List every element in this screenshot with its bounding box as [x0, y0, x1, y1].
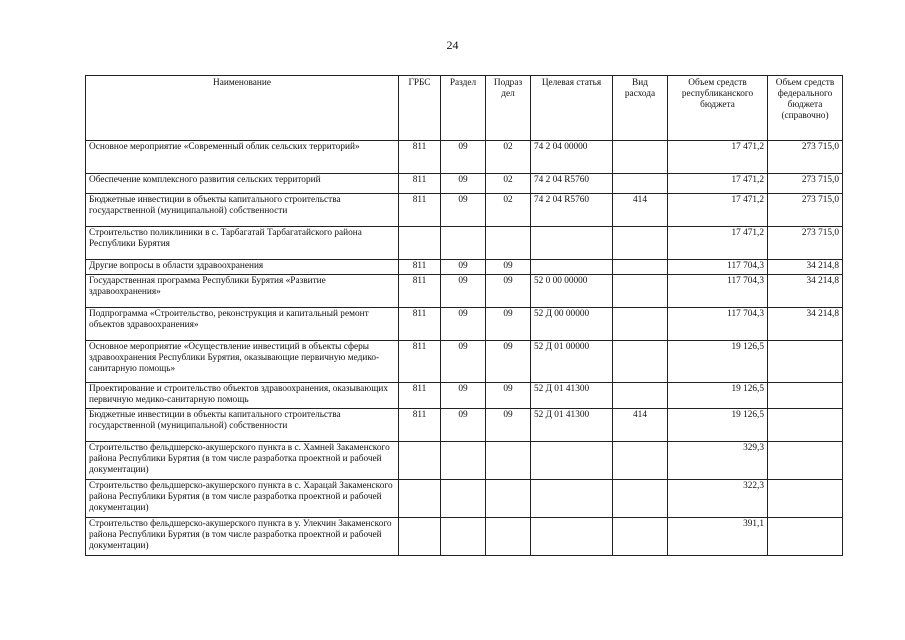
- cell-name: Строительство фельдшерско-акушерского пункта в с. Харацай Закаменского района Республики Бурятия (в том числе разработка проектной и рабочей документации): [86, 480, 399, 518]
- cell-grbs: 811: [399, 409, 441, 442]
- cell-expense-type: [613, 227, 668, 260]
- cell-section: 09: [441, 141, 486, 174]
- cell-grbs: [399, 227, 441, 260]
- cell-name: Строительство фельдшерско-акушерского пункта в с. Хамней Закаменского района Республики Бурятия (в том числе разработка проектной и рабочей документации): [86, 442, 399, 480]
- header-section: Раздел: [441, 76, 486, 141]
- table-row: [86, 308, 843, 341]
- cell-subsection: 02: [486, 141, 531, 174]
- cell-expense-type: [613, 260, 668, 275]
- table-row: [86, 275, 843, 308]
- cell-republic-budget: 117 704,3: [668, 275, 768, 308]
- cell-name: Проектирование и строительство объектов здравоохранения, оказывающих первичную медико-санитарную помощь: [86, 383, 399, 409]
- cell-expense-type: [613, 480, 668, 518]
- cell-section: 09: [441, 341, 486, 383]
- cell-expense-type: 414: [613, 194, 668, 227]
- cell-subsection: 09: [486, 275, 531, 308]
- cell-federal-budget: 273 715,0: [768, 141, 843, 174]
- header-republic-budget: Объем средств республиканского бюджета: [668, 76, 768, 141]
- table-row: [86, 383, 843, 409]
- table-row: [86, 442, 843, 480]
- cell-target: 52 Д 00 00000: [531, 308, 613, 341]
- cell-republic-budget: 19 126,5: [668, 409, 768, 442]
- cell-expense-type: [613, 518, 668, 556]
- cell-section: 09: [441, 194, 486, 227]
- table-row: [86, 341, 843, 383]
- cell-target: [531, 442, 613, 480]
- cell-name: Подпрограмма «Строительство, реконструкция и капитальный ремонт объектов здравоохранения»: [86, 308, 399, 341]
- cell-grbs: 811: [399, 383, 441, 409]
- cell-target: [531, 260, 613, 275]
- cell-target: 74 2 04 R5760: [531, 194, 613, 227]
- cell-subsection: 09: [486, 409, 531, 442]
- cell-grbs: [399, 442, 441, 480]
- cell-grbs: 811: [399, 141, 441, 174]
- cell-grbs: [399, 518, 441, 556]
- cell-target: [531, 518, 613, 556]
- cell-federal-budget: 34 214,8: [768, 260, 843, 275]
- cell-federal-budget: 273 715,0: [768, 227, 843, 260]
- cell-target: 74 2 04 R5760: [531, 174, 613, 194]
- cell-target: [531, 480, 613, 518]
- cell-subsection: [486, 480, 531, 518]
- cell-name: Строительство фельдшерско-акушерского пункта в у. Улекчин Закаменского района Республики Бурятия (в том числе разработка проектной и рабочей документации): [86, 518, 399, 556]
- header-federal-budget: Объем средств федерального бюджета (справочно): [768, 76, 843, 141]
- budget-table: [85, 75, 843, 556]
- cell-expense-type: [613, 141, 668, 174]
- cell-republic-budget: 19 126,5: [668, 383, 768, 409]
- cell-section: [441, 480, 486, 518]
- cell-federal-budget: 273 715,0: [768, 194, 843, 227]
- cell-republic-budget: 17 471,2: [668, 194, 768, 227]
- cell-republic-budget: 19 126,5: [668, 341, 768, 383]
- cell-target: 52 0 00 00000: [531, 275, 613, 308]
- header-name: Наименование: [86, 76, 399, 141]
- cell-subsection: [486, 227, 531, 260]
- cell-republic-budget: 117 704,3: [668, 260, 768, 275]
- cell-expense-type: [613, 341, 668, 383]
- header-subsection: Подраз дел: [486, 76, 531, 141]
- cell-subsection: 09: [486, 341, 531, 383]
- cell-federal-budget: [768, 341, 843, 383]
- cell-expense-type: [613, 383, 668, 409]
- cell-section: 09: [441, 260, 486, 275]
- cell-target: 52 Д 01 41300: [531, 409, 613, 442]
- cell-federal-budget: [768, 442, 843, 480]
- table-row: [86, 518, 843, 556]
- page-number: 24: [446, 38, 459, 52]
- cell-republic-budget: 17 471,2: [668, 141, 768, 174]
- cell-target: [531, 227, 613, 260]
- cell-grbs: [399, 480, 441, 518]
- table-row: [86, 480, 843, 518]
- cell-expense-type: [613, 174, 668, 194]
- cell-federal-budget: 34 214,8: [768, 275, 843, 308]
- cell-republic-budget: 391,1: [668, 518, 768, 556]
- cell-grbs: 811: [399, 260, 441, 275]
- cell-federal-budget: [768, 409, 843, 442]
- cell-section: [441, 442, 486, 480]
- cell-grbs: 811: [399, 308, 441, 341]
- table-row: [86, 409, 843, 442]
- cell-federal-budget: 34 214,8: [768, 308, 843, 341]
- cell-republic-budget: 17 471,2: [668, 174, 768, 194]
- cell-republic-budget: 329,3: [668, 442, 768, 480]
- cell-grbs: 811: [399, 194, 441, 227]
- header-target: Целевая статья: [531, 76, 613, 141]
- table-row: [86, 194, 843, 227]
- cell-name: Другие вопросы в области здравоохранения: [86, 260, 399, 275]
- cell-subsection: [486, 442, 531, 480]
- cell-name: Основное мероприятие «Современный облик сельских территорий»: [86, 141, 399, 174]
- cell-expense-type: 414: [613, 409, 668, 442]
- cell-target: 74 2 04 00000: [531, 141, 613, 174]
- cell-subsection: [486, 518, 531, 556]
- cell-federal-budget: 273 715,0: [768, 174, 843, 194]
- cell-subsection: 09: [486, 383, 531, 409]
- cell-section: 09: [441, 308, 486, 341]
- cell-target: 52 Д 01 41300: [531, 383, 613, 409]
- table-body: [86, 141, 843, 556]
- cell-section: 09: [441, 174, 486, 194]
- table-row: [86, 227, 843, 260]
- cell-section: 09: [441, 383, 486, 409]
- cell-federal-budget: [768, 383, 843, 409]
- cell-expense-type: [613, 442, 668, 480]
- cell-name: Строительство поликлиники в с. Тарбагатай Тарбагатайского района Республики Бурятия: [86, 227, 399, 260]
- cell-section: [441, 227, 486, 260]
- cell-expense-type: [613, 275, 668, 308]
- cell-name: Государственная программа Республики Бурятия «Развитие здравоохранения»: [86, 275, 399, 308]
- header-expense-type: Вид расхода: [613, 76, 668, 141]
- cell-federal-budget: [768, 518, 843, 556]
- cell-subsection: 02: [486, 174, 531, 194]
- table-header-row: [86, 76, 843, 141]
- cell-subsection: 09: [486, 260, 531, 275]
- cell-target: 52 Д 01 00000: [531, 341, 613, 383]
- cell-federal-budget: [768, 480, 843, 518]
- cell-grbs: 811: [399, 341, 441, 383]
- table-row: [86, 141, 843, 174]
- cell-grbs: 811: [399, 275, 441, 308]
- cell-name: Основное мероприятие «Осуществление инвестиций в объекты сферы здравоохранения Республики Бурятия, оказывающие первичную медико-санитарную помощь»: [86, 341, 399, 383]
- cell-expense-type: [613, 308, 668, 341]
- table-row: [86, 260, 843, 275]
- cell-subsection: 02: [486, 194, 531, 227]
- cell-grbs: 811: [399, 174, 441, 194]
- header-grbs: ГРБС: [399, 76, 441, 141]
- cell-republic-budget: 17 471,2: [668, 227, 768, 260]
- cell-name: Обеспечение комплексного развития сельских территорий: [86, 174, 399, 194]
- cell-name: Бюджетные инвестиции в объекты капитального строительства государственной (муниципальной) собственности: [86, 409, 399, 442]
- cell-section: 09: [441, 275, 486, 308]
- cell-section: [441, 518, 486, 556]
- table-row: [86, 174, 843, 194]
- cell-republic-budget: 117 704,3: [668, 308, 768, 341]
- cell-republic-budget: 322,3: [668, 480, 768, 518]
- cell-subsection: 09: [486, 308, 531, 341]
- cell-section: 09: [441, 409, 486, 442]
- cell-name: Бюджетные инвестиции в объекты капитального строительства государственной (муниципальной) собственности: [86, 194, 399, 227]
